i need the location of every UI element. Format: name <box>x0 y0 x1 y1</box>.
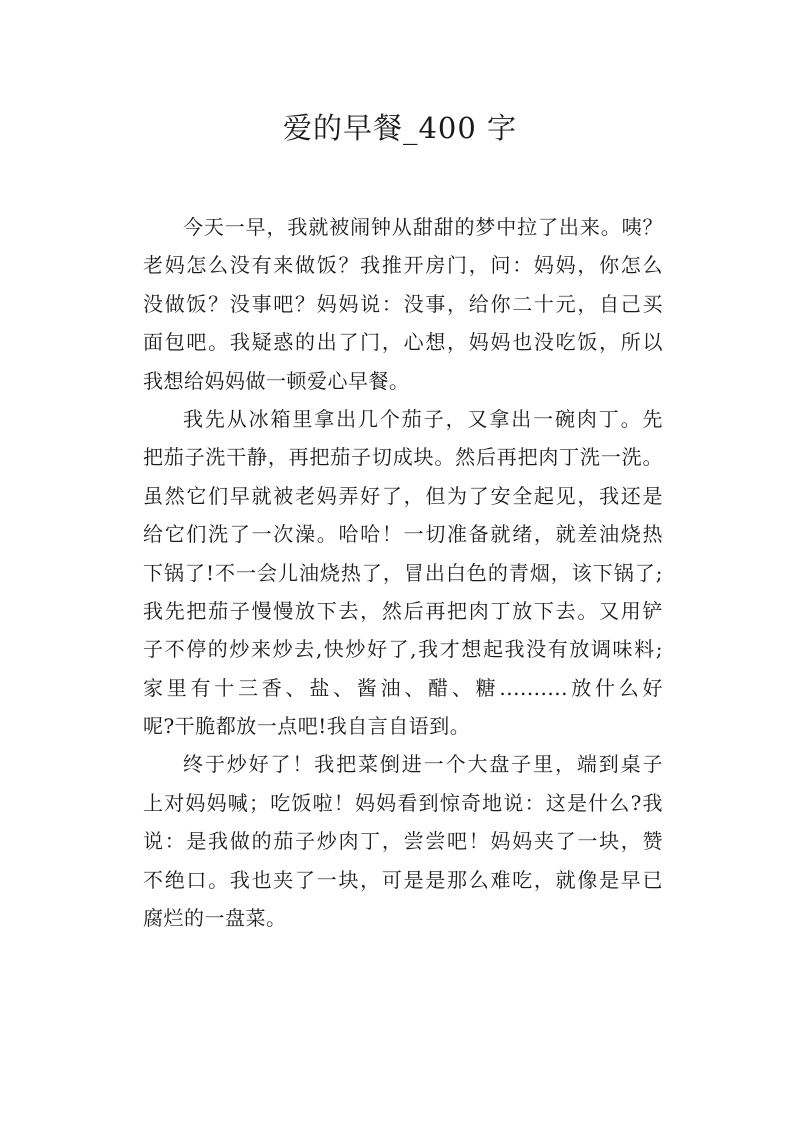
document-body <box>143 208 663 937</box>
text-line: 老妈怎么没有来做饭？我推开房门，问：妈妈，你怎么 <box>143 253 663 278</box>
text-line: 面包吧。我疑惑的出了门，心想，妈妈也没吃饭，所以 <box>143 330 663 355</box>
text-line: 不绝口。我也夹了一块，可是是那么难吃，就像是早已 <box>143 867 663 892</box>
text-line: 我先从冰箱里拿出几个茄子，又拿出一碗肉丁。先 <box>183 406 663 431</box>
text-line: 今天一早，我就被闹钟从甜甜的梦中拉了出来。咦？ <box>183 215 663 239</box>
text-line: 呢?干脆都放一点吧!我自言自语到。 <box>143 714 471 739</box>
text-line: 子不停的炒来炒去,快炒好了,我才想起我没有放调味料; <box>143 637 663 662</box>
text-line: 把茄子洗干静，再把茄子切成块。然后再把肉丁洗一洗。 <box>143 445 663 470</box>
document-title: 爱的早餐_400 字 <box>282 111 518 145</box>
text-line: 我先把茄子慢慢放下去，然后再把肉丁放下去。又用铲 <box>143 598 663 623</box>
paragraph-3 <box>143 745 663 937</box>
text-line: 上对妈妈喊；吃饭啦！妈妈看到惊奇地说：这是什么?我 <box>143 790 663 815</box>
text-line: 下锅了!不一会儿油烧热了，冒出白色的青烟，该下锅了; <box>143 560 663 585</box>
text-line: 没做饭？没事吧？妈妈说：没事，给你二十元，自己买 <box>143 291 663 316</box>
text-line: 终于炒好了！我把菜倒进一个大盘子里，端到桌子 <box>183 752 663 777</box>
text-line: 虽然它们早就被老妈弄好了，但为了安全起见，我还是 <box>143 483 663 508</box>
text-line: 我想给妈妈做一顿爱心早餐。 <box>143 368 410 393</box>
paragraph-2 <box>143 400 663 746</box>
text-line: 给它们洗了一次澡。哈哈！一切准备就绪，就差油烧热 <box>143 522 663 547</box>
text-line: 腐烂的一盘菜。 <box>143 906 287 931</box>
text-line: 家里有十三香、盐、酱油、醋、糖..........放什么好 <box>143 675 663 700</box>
paragraph-1 <box>143 208 663 400</box>
text-line: 说：是我做的茄子炒肉丁，尝尝吧！妈妈夹了一块，赞 <box>143 829 663 854</box>
